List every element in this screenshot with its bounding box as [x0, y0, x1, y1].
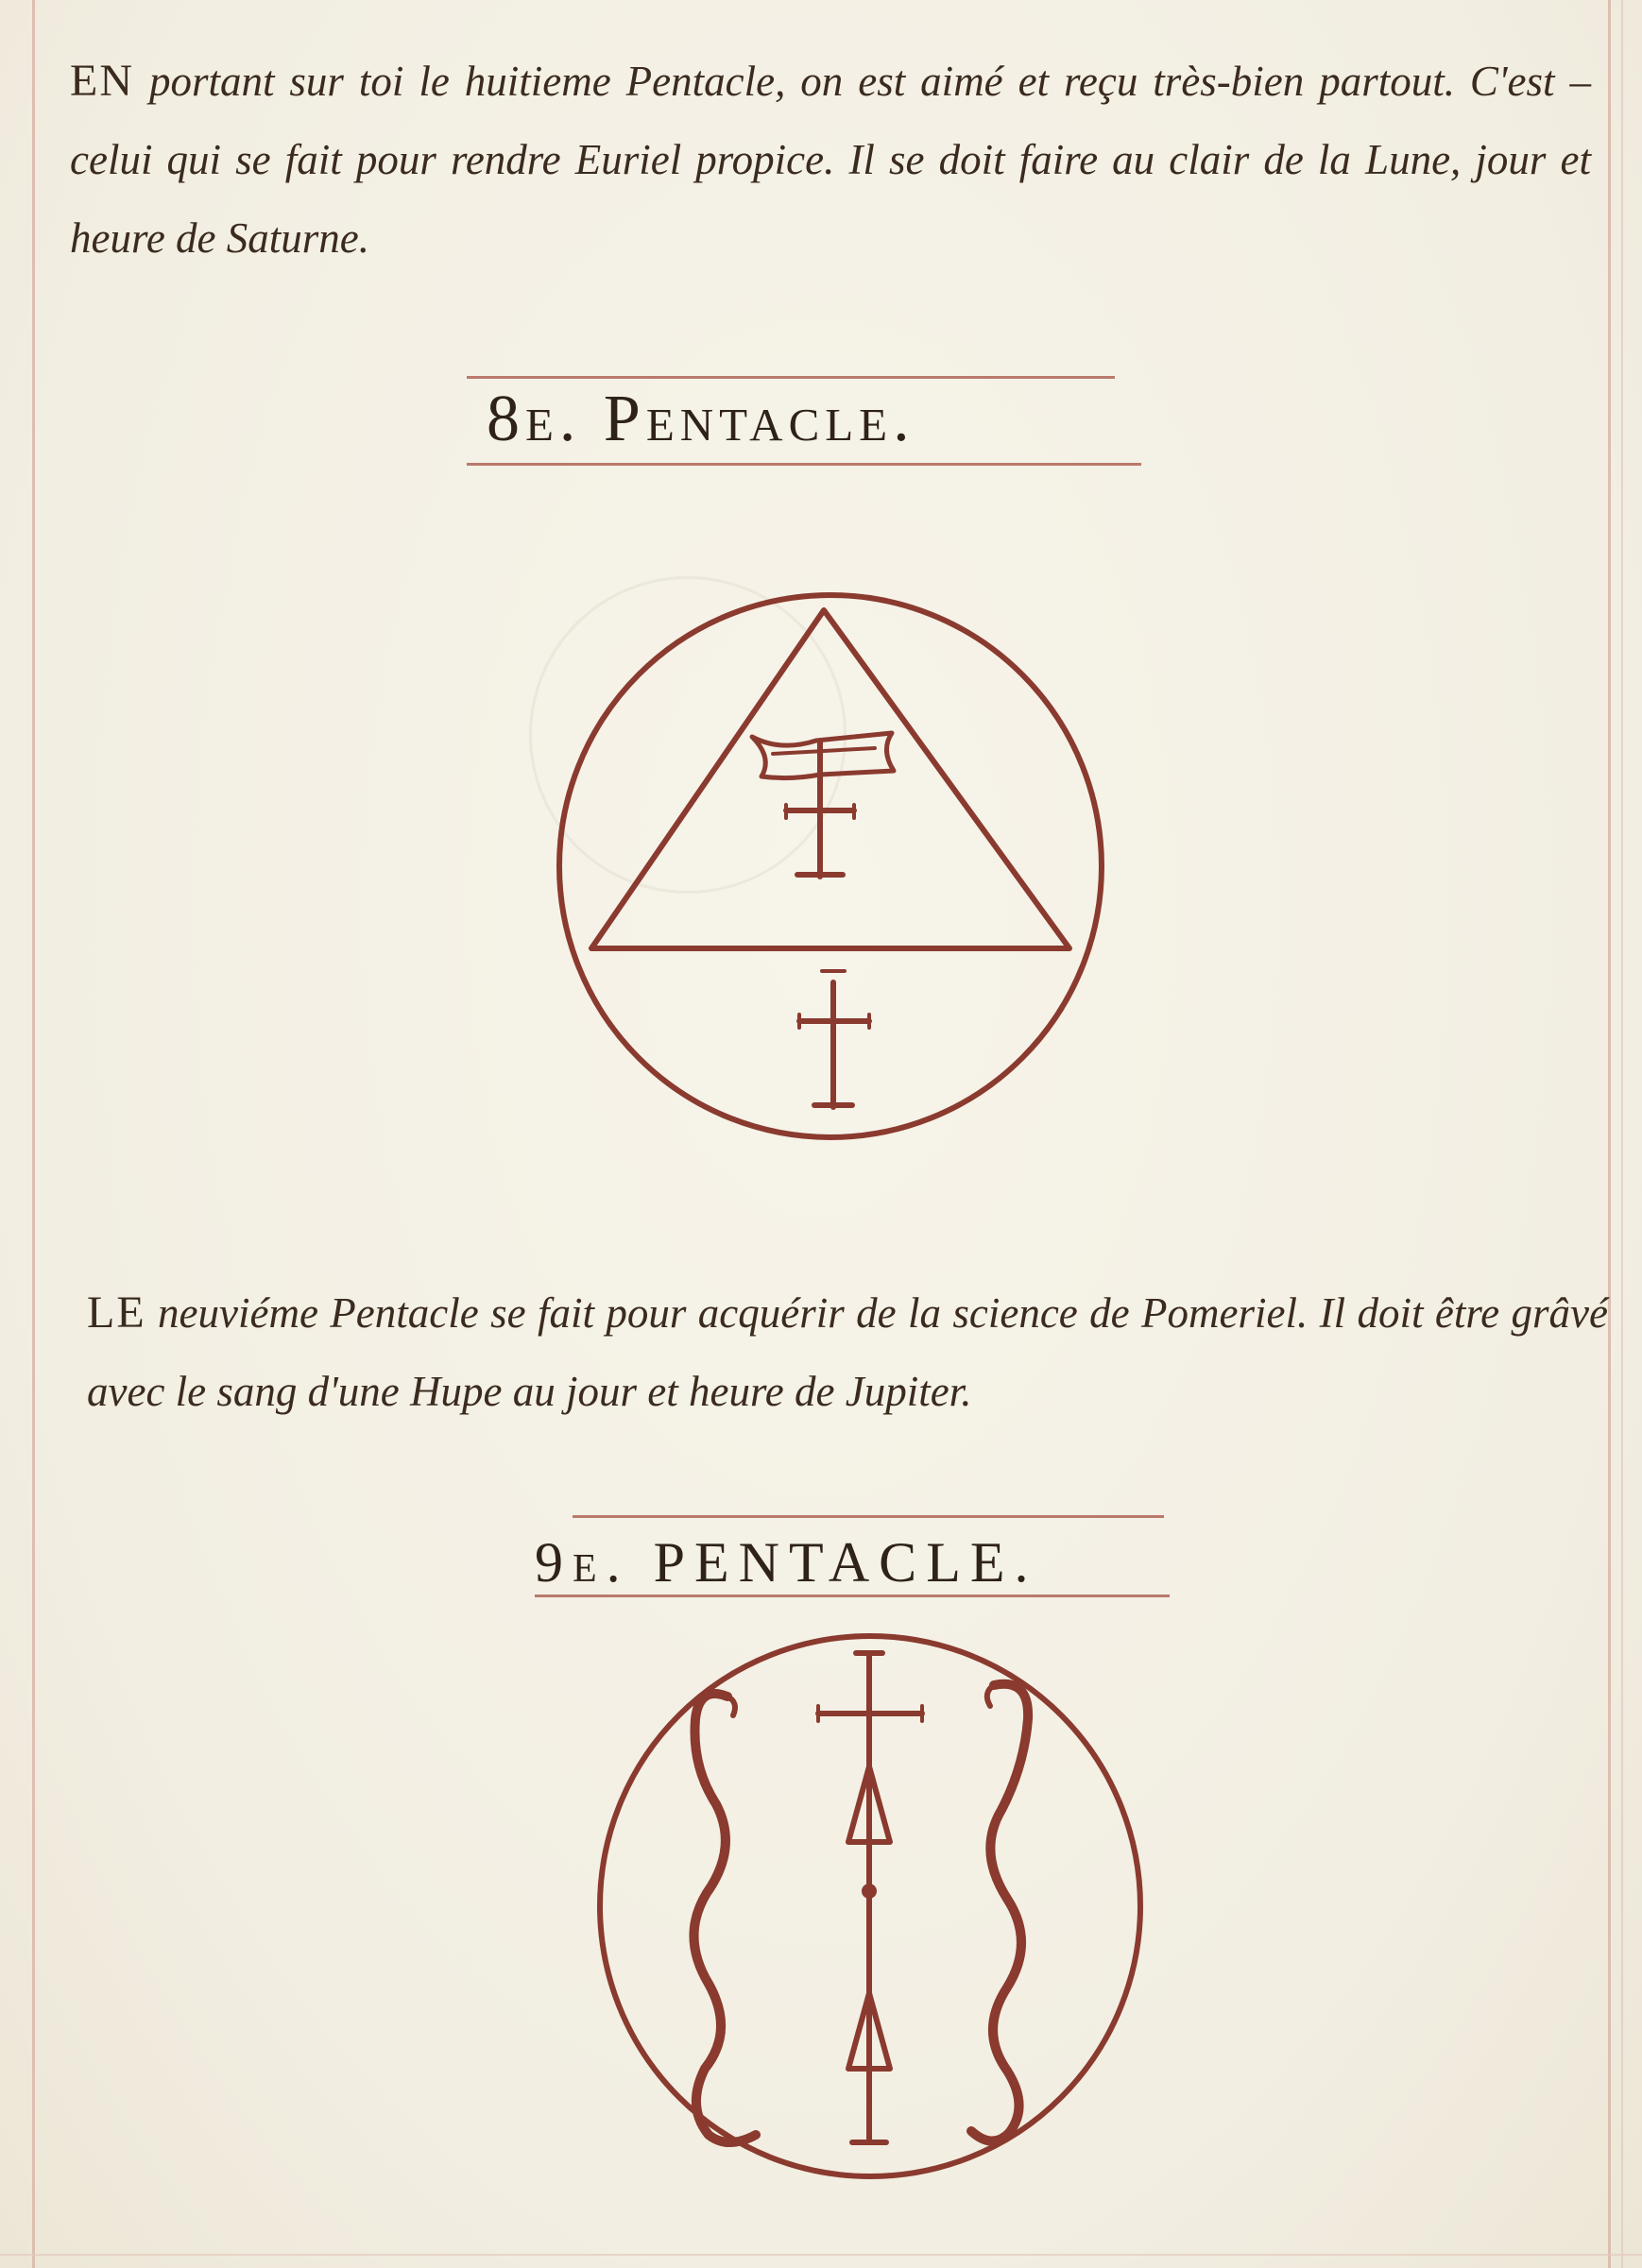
eighth-pentacle-drawing — [554, 591, 1120, 1158]
seal-right-serpent — [971, 1684, 1028, 2141]
right-edge-rule — [1621, 0, 1623, 2268]
paragraph-lead-word: EN — [70, 56, 134, 106]
title-rule-bottom — [535, 1594, 1170, 1597]
paragraph-ninth-pentacle — [87, 1273, 1608, 1431]
seal-left-serpent — [693, 1694, 756, 2142]
right-margin-rule — [1608, 0, 1611, 2268]
bottom-edge-rule — [0, 2254, 1642, 2256]
paragraph-lead-word: LE — [87, 1287, 146, 1338]
ninth-pentacle-seal — [586, 1625, 1153, 2191]
title-rule-top — [573, 1515, 1164, 1518]
title-rule-top — [467, 376, 1115, 379]
ninth-pentacle-drawing — [586, 1625, 1153, 2191]
paragraph-body: portant sur toi le huitieme Pentacle, on est aimé et reçu très-bien partout. C'est – celui qui se fait pour rendre Euriel propice. Il se doit faire au clair de la Lune, jour et heure de Saturne. — [70, 58, 1591, 262]
section-title-eighth-pentacle: 8e. Pentacle. — [487, 383, 915, 455]
section-title-ninth-pentacle: 9e. PENTACLE. — [535, 1531, 1038, 1594]
seal-triangle — [591, 610, 1069, 948]
title-rule-bottom — [467, 463, 1141, 466]
paragraph-body: neuviéme Pentacle se fait pour acquérir de la science de Pomeriel. Il doit être grâvé avec le sang d'une Hupe au jour et heure de Jupiter. — [87, 1289, 1608, 1415]
left-margin-rule — [32, 0, 35, 2268]
eighth-pentacle-seal — [554, 591, 1120, 1158]
paragraph-eighth-pentacle — [70, 42, 1591, 278]
